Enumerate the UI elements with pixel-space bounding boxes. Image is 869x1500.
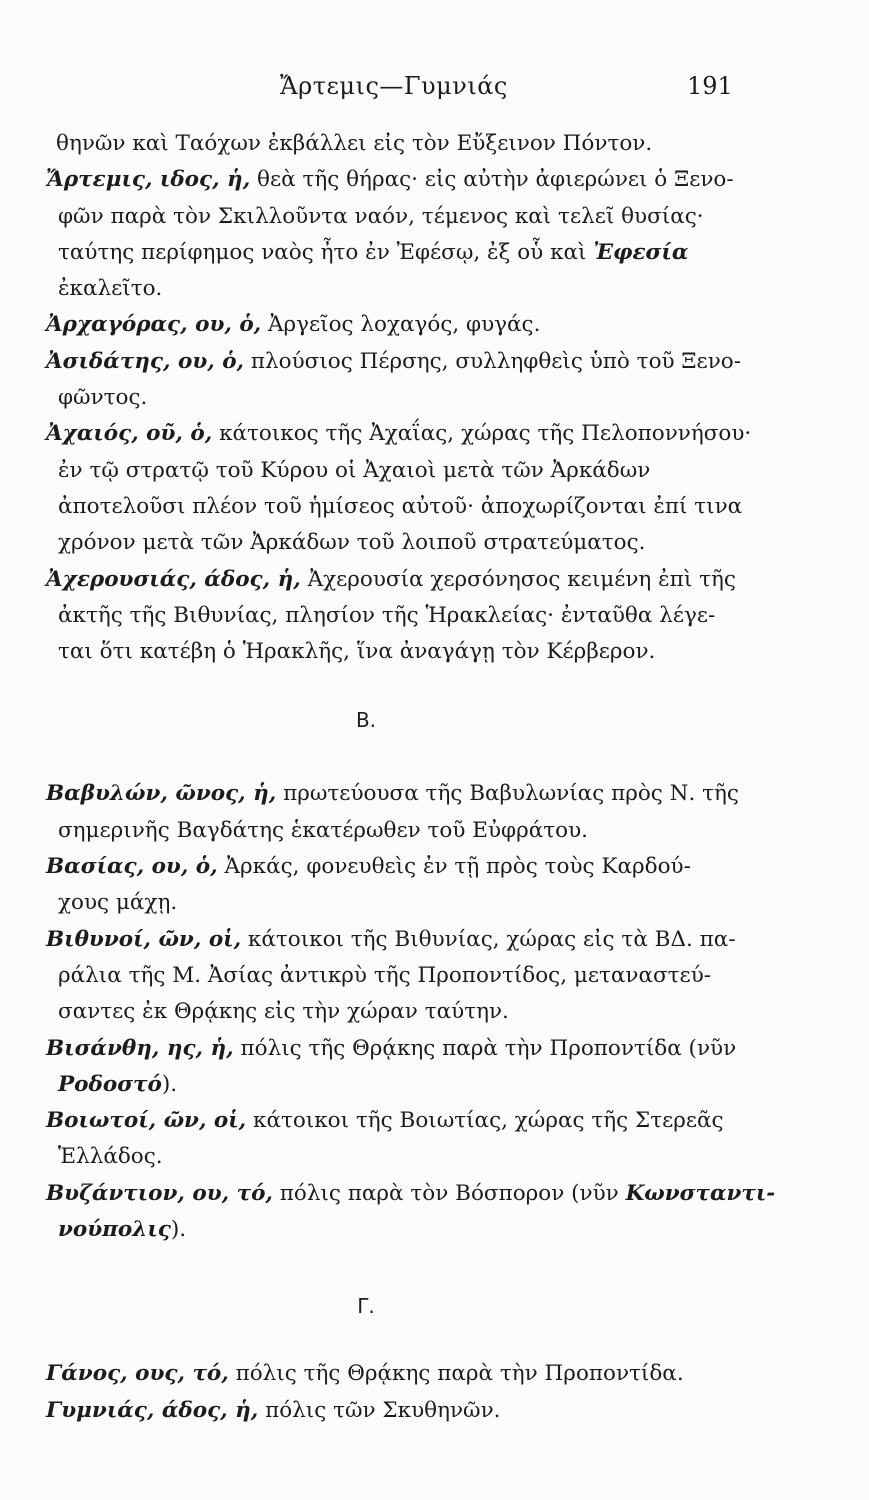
entry-text: πόλις τῆς Θρᾴκης παρὰ τὴν Προποντίδα.: [235, 1361, 684, 1387]
headword: Βισάνθη, ης, ἡ,: [46, 1035, 234, 1061]
headword: Ἀχερουσιάς, άδος, ἡ,: [46, 566, 301, 592]
headword: Ἀρχαγόρας, ου, ὁ,: [46, 312, 262, 338]
running-head: [0, 72, 869, 108]
entry-text: φῶν παρὰ τὸν Σκιλλοῦντα ναόν, τέμενος καὶ τελεῖ θυσίας·: [58, 203, 704, 229]
headword: Βασίας, ου, ὁ,: [46, 854, 218, 880]
entry-text: ταύτης περίφημος ναὸς ἦτο ἐν Ἐφέσῳ, ἐξ οὗ καὶ: [58, 239, 587, 265]
headword: Βαβυλών, ῶνος, ἡ,: [46, 781, 277, 807]
headword: Βιθυνοί, ῶν, οἱ,: [46, 926, 242, 952]
entry-text: κάτοικοι τῆς Βιθυνίας, χώρας εἰς τὰ ΒΔ. πα-: [247, 926, 736, 952]
entry-text: Ἀχερουσία χερσόνησος κειμένη ἐπὶ τῆς: [307, 566, 736, 592]
entry-acherousias: [46, 562, 766, 671]
entry-text: ἀκτῆς τῆς Βιθυνίας, πλησίον τῆς Ἡρακλείας· ἐνταῦθα λέγε-: [58, 602, 716, 628]
entry-text: ράλια τῆς Μ. Ἀσίας ἀντικρὺ τῆς Προποντίδος, μεταναστεύ-: [58, 962, 712, 988]
body-text: [46, 126, 776, 1429]
headword: Γυμνιάς, άδος, ἡ,: [46, 1397, 259, 1423]
entry-text: θεὰ τῆς θήρας· εἰς αὐτὴν ἀφιερώνει ὁ Ξενο-: [257, 167, 734, 193]
running-title: Ἄρτεμις—Γυμνιάς: [280, 72, 508, 100]
entry-text: ἀποτελοῦσι πλέον τοῦ ἡμίσεος αὐτοῦ· ἀποχωρίζονται ἐπί τινα: [58, 493, 743, 519]
entry-artemis: [46, 162, 766, 307]
entry-text: πόλις παρὰ τὸν Βόσπορον (νῦν: [279, 1180, 619, 1206]
headword: Ἀσιδάτης, ου, ὁ,: [46, 348, 245, 374]
emphasis-text: Ἐφεσία: [593, 239, 689, 265]
entry-text: σημερινῆς Βαγδάτης ἑκατέρωθεν τοῦ Εὐφράτου.: [58, 817, 588, 843]
entry-text: Ἀργεῖος λοχαγός, φυγάς.: [268, 312, 541, 338]
entry-text: ).: [170, 1217, 187, 1243]
entry-bithynoi: [46, 922, 766, 1031]
entry-text: ται ὅτι κατέβη ὁ Ἡρακλῆς, ἵνα ἀναγάγῃ τὸν Κέρβερον.: [58, 639, 656, 665]
headword: Ἀχαιός, οῦ, ὁ,: [46, 421, 213, 447]
entry-ganos: [46, 1356, 766, 1392]
entry-text: κάτοικοι τῆς Βοιωτίας, χώρας τῆς Στερεᾶς: [253, 1108, 724, 1134]
entry-gymnias: [46, 1393, 766, 1429]
entry-text: χρόνον μετὰ τῶν Ἀρκάδων τοῦ λοιποῦ στρατεύματος.: [58, 530, 646, 556]
continuation-text: θηνῶν καὶ Ταόχων ἐκβάλλει εἰς τὸν Εὔξεινον Πόντον.: [56, 131, 653, 156]
headword: Γάνος, ους, τό,: [46, 1361, 229, 1387]
headword: Ἄρτεμις, ιδος, ἡ,: [46, 167, 251, 193]
entry-text: ἐκαλεῖτο.: [58, 276, 163, 302]
section-letter-gamma: Γ.: [357, 1294, 375, 1319]
headword: Βυζάντιον, ου, τό,: [46, 1180, 273, 1206]
entry-text: ).: [161, 1071, 178, 1097]
entry-archagoras: [46, 307, 766, 343]
entry-basias: [46, 849, 766, 922]
entry-text: κάτοικος τῆς Ἀχαΐας, χώρας τῆς Πελοποννήσου·: [219, 421, 752, 447]
entry-text: ἐν τῷ στρατῷ τοῦ Κύρου οἱ Ἀχαιοὶ μετὰ τῶν Ἀρκάδων: [58, 457, 651, 483]
entry-babylon: [46, 776, 766, 849]
entry-byzantion: [46, 1176, 776, 1249]
entry-text: φῶντος.: [58, 385, 148, 411]
entry-text: πόλις τῶν Σκυθηνῶν.: [265, 1397, 501, 1423]
emphasis-text: νούπολις: [58, 1217, 171, 1243]
section-letter-beta: B.: [355, 708, 377, 733]
headword: Βοιωτοί, ῶν, οἱ,: [46, 1108, 247, 1134]
entry-text: χους μάχῃ.: [58, 890, 178, 916]
page-number: 191: [687, 72, 733, 100]
emphasis-text: Ροδοστό: [58, 1071, 162, 1097]
entry-text: Ἀρκάς, φονευθεὶς ἐν τῇ πρὸς τοὺς Καρδού-: [224, 854, 691, 880]
entry-text: πρωτεύουσα τῆς Βαβυλωνίας πρὸς Ν. τῆς: [283, 781, 739, 807]
entry-text: σαντες ἐκ Θρᾴκης εἰς τὴν χώραν ταύτην.: [58, 999, 509, 1025]
entry-achaios: [46, 416, 766, 561]
entry-text: Ἑλλάδος.: [58, 1144, 163, 1170]
entry-text: πλούσιος Πέρσης, συλληφθεὶς ὑπὸ τοῦ Ξενο-: [250, 348, 741, 374]
entry-boiotoi: [46, 1103, 766, 1176]
entry-text: πόλις τῆς Θρᾴκης παρὰ τὴν Προποντίδα (νῦν: [240, 1035, 737, 1061]
continuation-line: [46, 126, 766, 162]
emphasis-text: Κωνσταντι-: [625, 1180, 776, 1206]
entry-asidates: [46, 344, 766, 417]
entry-bisanthe: [46, 1031, 766, 1104]
